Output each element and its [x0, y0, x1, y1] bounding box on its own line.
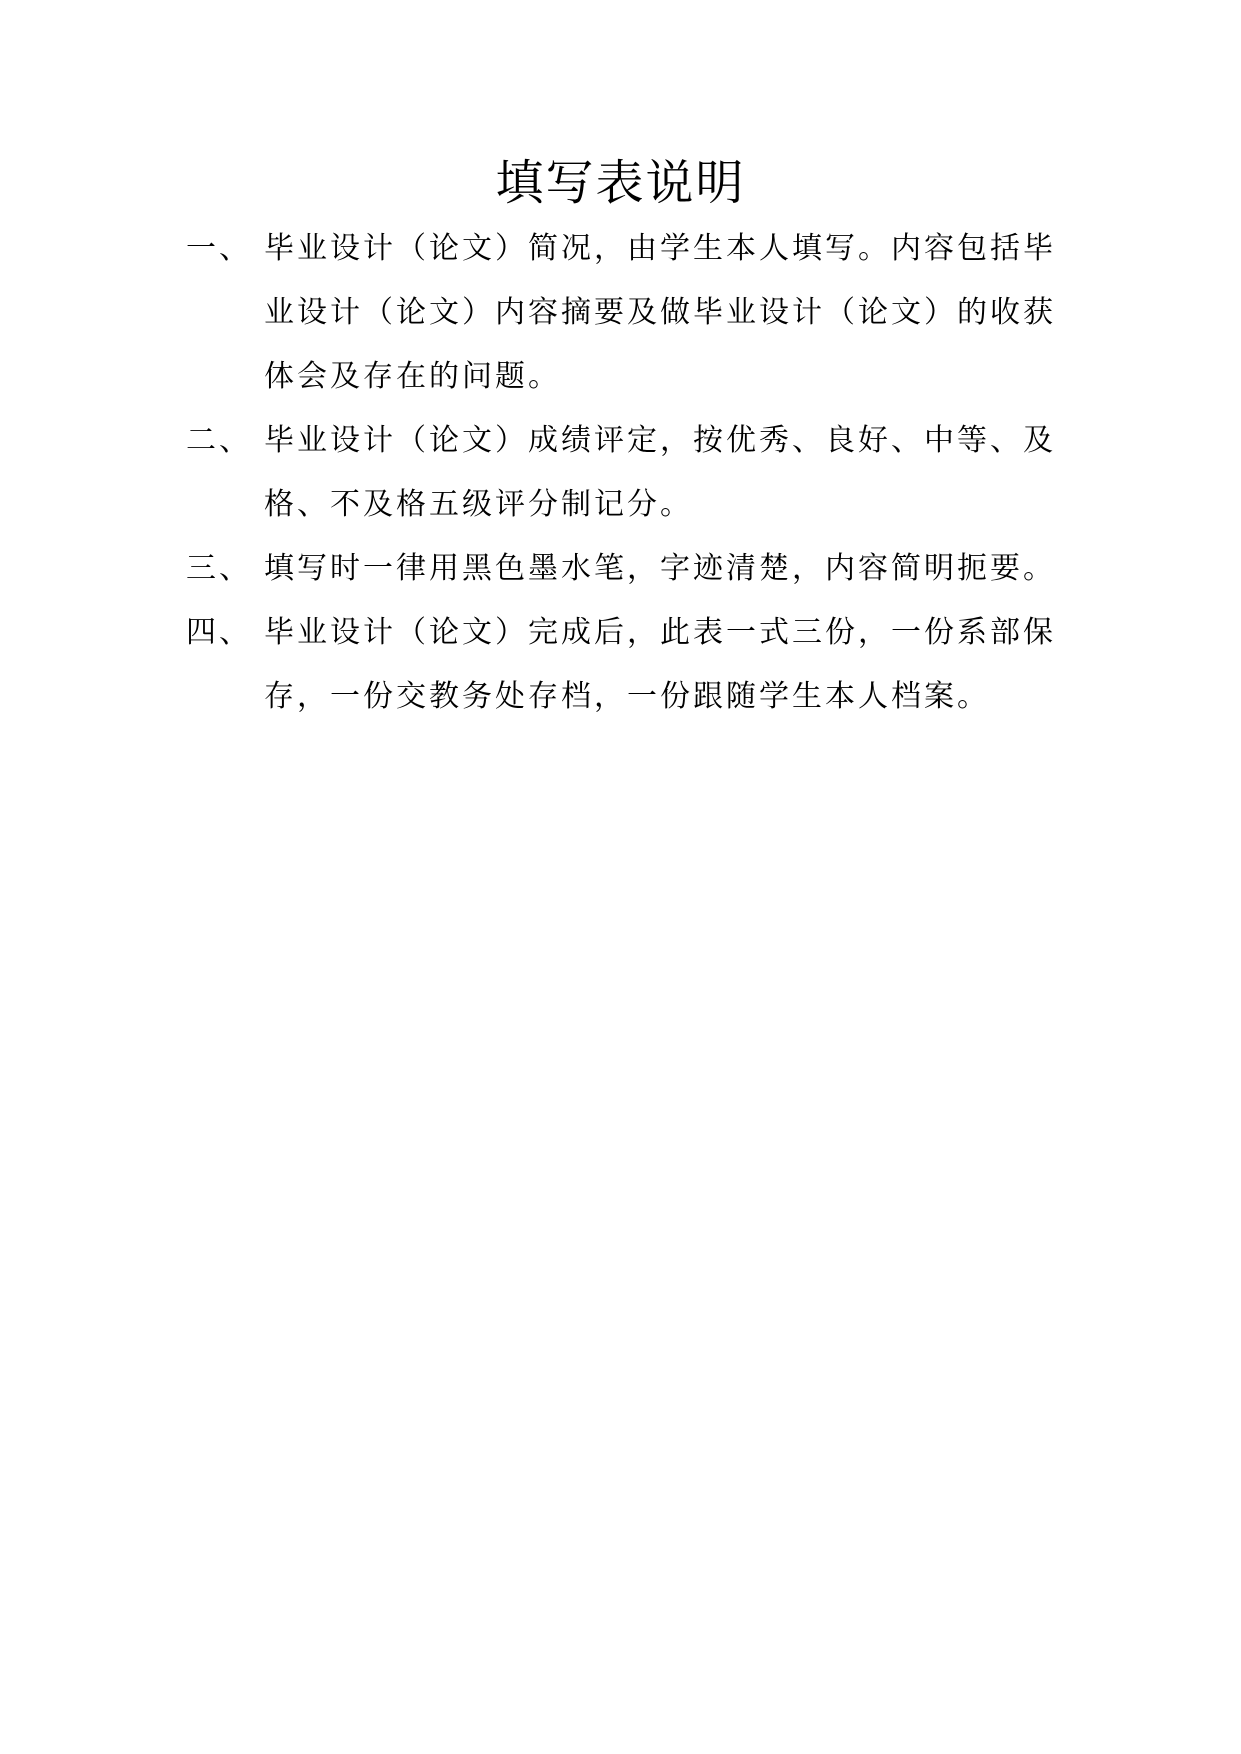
instruction-number: 二、	[186, 423, 252, 458]
instruction-number: 四、	[186, 615, 252, 650]
instruction-text: 毕业设计（论文）成绩评定，按优秀、良好、中等、及格、不及格五级评分制记分。	[264, 423, 1056, 522]
instruction-number: 一、	[186, 231, 252, 266]
instruction-list	[186, 217, 1056, 729]
instruction-item-3	[186, 537, 1056, 601]
instruction-text: 填写时一律用黑色墨水笔，字迹清楚，内容简明扼要。	[264, 551, 1056, 586]
instruction-item-1	[186, 217, 1056, 409]
instruction-text: 毕业设计（论文）简况，由学生本人填写。内容包括毕业设计（论文）内容摘要及做毕业设计（论文）的收获体会及存在的问题。	[264, 231, 1056, 394]
instruction-item-2	[186, 409, 1056, 537]
instruction-text: 毕业设计（论文）完成后，此表一式三份，一份系部保存，一份交教务处存档，一份跟随学生本人档案。	[264, 615, 1056, 714]
instruction-number: 三、	[186, 551, 252, 586]
document-title: 填写表说明	[495, 155, 746, 211]
instruction-item-4	[186, 601, 1056, 729]
